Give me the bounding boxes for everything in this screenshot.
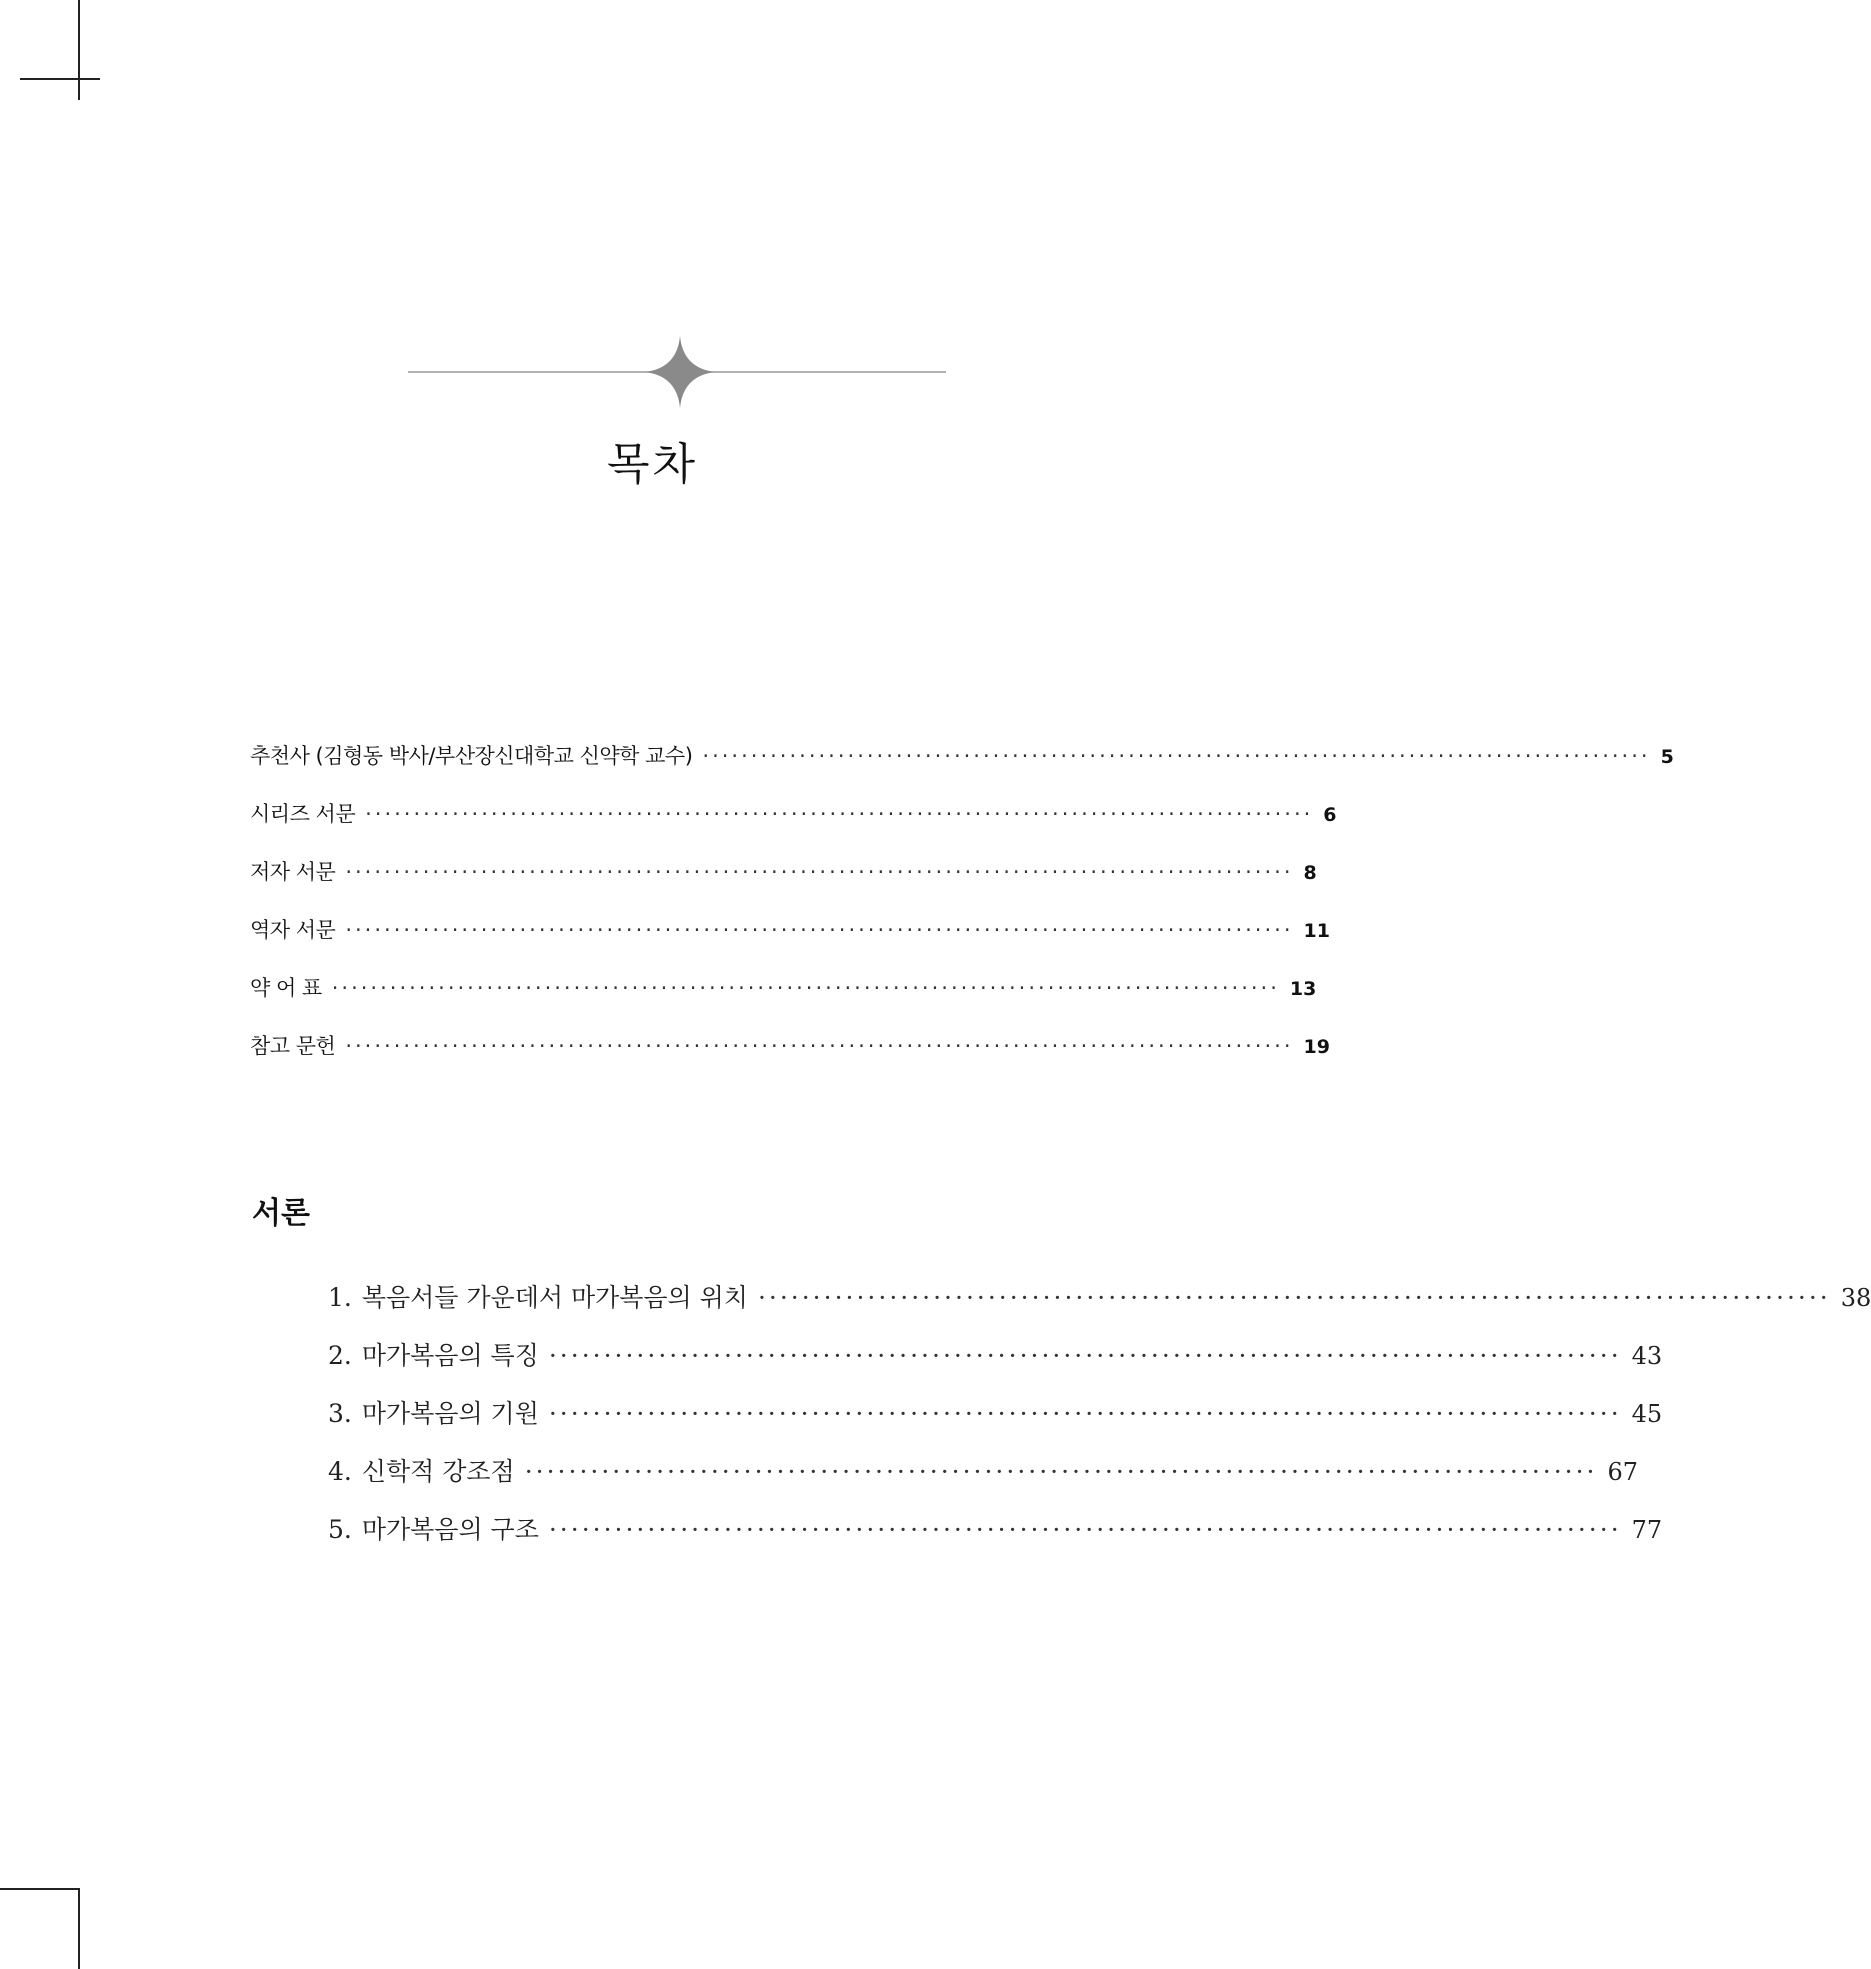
toc-entry-label: 약 어 표 [250,976,322,1000]
chapter-number: 5. [328,1515,352,1544]
toc-entry-page: 19 [1303,1036,1330,1058]
dot-leader: ·································································································· [702,744,1651,768]
toc-entry[interactable] [250,798,1337,856]
dot-leader: ·································································································· [548,1341,1622,1370]
toc-entry[interactable] [250,856,1317,914]
toc-entry-page: 13 [1289,978,1317,1000]
dot-leader: ·································································································· [331,976,1280,1000]
dot-leader: ·································································································· [548,1399,1622,1428]
dot-leader: ·································································································· [757,1283,1831,1312]
dot-leader: ·································································································· [345,860,1294,884]
chapter-number: 4. [328,1457,352,1486]
page-title: 목차 [606,439,698,490]
chapter-page: 67 [1607,1458,1639,1486]
chapter-number: 1. [328,1283,352,1312]
dot-leader: ·································································································· [365,802,1314,826]
dot-leader: ·································································································· [345,918,1294,942]
toc-entry-page: 11 [1303,920,1330,942]
chapter-entry[interactable] [328,1278,1871,1336]
dot-leader: ·································································································· [524,1457,1598,1486]
chapter-label: 복음서들 가운데서 마가복음의 위치 [361,1283,748,1312]
chapter-number: 3. [328,1399,352,1428]
toc-entry-label: 저자 서문 [250,860,336,884]
chapter-entry[interactable] [328,1452,1639,1510]
dot-leader: ·································································································· [345,1034,1294,1058]
chapter-label: 마가복음의 기원 [361,1399,539,1428]
chapter-label: 마가복음의 특징 [361,1341,539,1370]
crop-mark-top-left-horizontal [20,78,100,80]
toc-entry[interactable] [250,1030,1330,1088]
toc-entry-label: 역자 서문 [250,918,336,942]
chapter-page: 77 [1631,1516,1663,1544]
crop-mark-bottom-left-horizontal [0,1888,80,1890]
toc-entry-label: 추천사 (김형동 박사/부산장신대학교 신약학 교수) [250,744,693,768]
toc-entry-label: 참고 문헌 [250,1034,336,1058]
chapter-label: 신학적 강조점 [361,1457,515,1486]
toc-entry-page: 5 [1660,746,1674,768]
chapter-entry[interactable] [328,1336,1663,1394]
toc-entry[interactable] [250,914,1330,972]
chapter-entry[interactable] [328,1510,1663,1568]
crop-mark-top-left-vertical [78,0,80,100]
toc-entry[interactable] [250,972,1317,1030]
chapter-page: 45 [1631,1400,1663,1428]
toc-entry-label: 시리즈 서문 [250,802,356,826]
chapter-list [328,1278,1871,1568]
toc-entry-page: 8 [1303,862,1317,884]
chapter-entry[interactable] [328,1394,1663,1452]
section-heading: 서론 [252,1196,310,1231]
crop-mark-bottom-left-vertical [78,1888,80,1969]
chapter-page: 43 [1631,1342,1663,1370]
chapter-label: 마가복음의 구조 [361,1515,539,1544]
dot-leader: ·································································································· [548,1515,1622,1544]
chapter-number: 2. [328,1341,352,1370]
toc-entry-page: 6 [1323,804,1337,826]
chapter-page: 38 [1840,1284,1871,1312]
star-ornament-icon [408,334,946,410]
front-matter-list [250,740,1674,1088]
toc-entry[interactable] [250,740,1674,798]
